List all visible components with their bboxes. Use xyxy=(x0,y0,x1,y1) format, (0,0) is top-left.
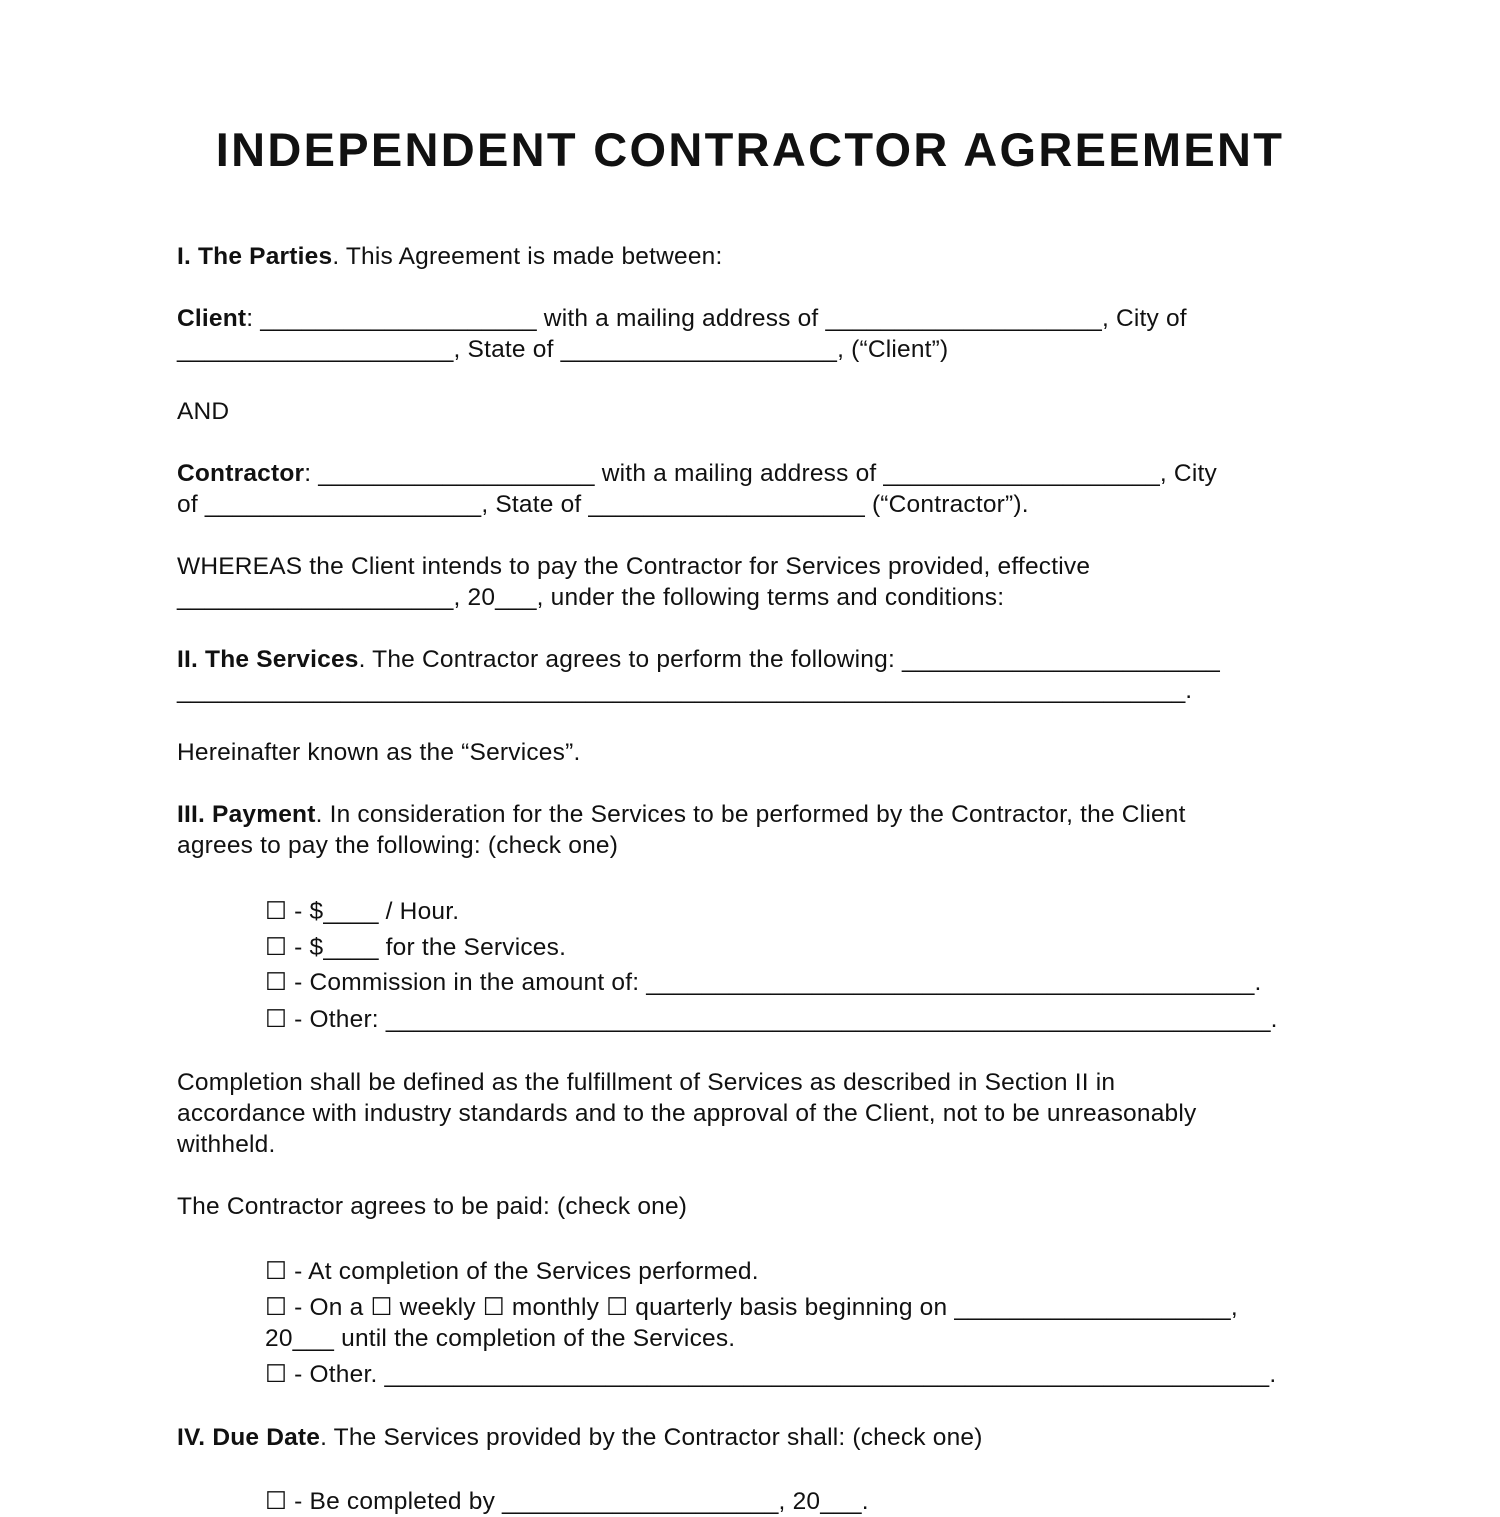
services-line-2: __________________________________________________________________________. xyxy=(177,677,1193,704)
completion-line-1: Completion shall be defined as the fulfillment of Services as described in Section II in xyxy=(177,1069,1116,1096)
payment-option-other[interactable]: ☐ - Other: ________________________________________________________________. xyxy=(265,1006,1278,1033)
payment-option-hourly[interactable]: ☐ - $____ / Hour. xyxy=(265,898,460,925)
paid-intro: The Contractor agrees to be paid: (check one) xyxy=(177,1193,688,1220)
due-date-heading: IV. Due Date xyxy=(177,1424,321,1451)
whereas-line-2: ____________________, 20___, under the following terms and conditions: xyxy=(177,584,1005,611)
payment-option-fixed[interactable]: ☐ - $____ for the Services. xyxy=(265,934,567,961)
parties-heading: I. The Parties xyxy=(177,243,333,270)
payment-line-2: agrees to pay the following: (check one) xyxy=(177,832,619,859)
paid-option-other[interactable]: ☐ - Other. ________________________________________________________________. xyxy=(265,1361,1277,1388)
contractor-line-1-text: : ____________________ with a mailing address of ____________________, City xyxy=(304,460,1217,487)
client-line-1 xyxy=(177,303,1187,334)
completion-line-3: withheld. xyxy=(177,1131,276,1158)
services-line-1 xyxy=(177,644,1220,675)
paid-option-periodic[interactable]: ☐ - On a ☐ weekly ☐ monthly ☐ quarterly basis beginning on ____________________, xyxy=(265,1294,1238,1321)
parties-intro-text: . This Agreement is made between: xyxy=(332,243,723,270)
contractor-line-2: of ____________________, State of ____________________ (“Contractor”). xyxy=(177,491,1029,518)
services-line-1-text: . The Contractor agrees to perform the following: _______________________ xyxy=(358,646,1220,673)
paid-option-periodic-cont: 20___ until the completion of the Services. xyxy=(265,1325,736,1352)
and-separator: AND xyxy=(177,398,230,425)
whereas-line-1: WHEREAS the Client intends to pay the Contractor for Services provided, effective xyxy=(177,553,1091,580)
contractor-label: Contractor xyxy=(177,460,305,487)
contractor-line-1 xyxy=(177,458,1217,489)
client-line-1-text: : ____________________ with a mailing address of ____________________, City of xyxy=(246,305,1187,332)
payment-option-commission[interactable]: ☐ - Commission in the amount of: ____________________________________________. xyxy=(265,969,1262,996)
client-line-2: ____________________, State of ____________________, (“Client”) xyxy=(177,336,949,363)
client-label: Client xyxy=(177,305,247,332)
parties-intro xyxy=(177,241,723,272)
payment-heading: III. Payment xyxy=(177,801,316,828)
payment-line-1 xyxy=(177,799,1186,830)
services-heading: II. The Services xyxy=(177,646,359,673)
completion-line-2: accordance with industry standards and to the approval of the Client, not to be unreasonably xyxy=(177,1100,1197,1127)
paid-option-completion[interactable]: ☐ - At completion of the Services performed. xyxy=(265,1258,759,1285)
due-date-option-completed-by[interactable]: ☐ - Be completed by ____________________, 20___. xyxy=(265,1488,869,1515)
due-date-line-1-text: . The Services provided by the Contractor shall: (check one) xyxy=(320,1424,983,1451)
document-title: INDEPENDENT CONTRACTOR AGREEMENT xyxy=(215,123,1285,176)
due-date-line-1 xyxy=(177,1422,983,1453)
payment-line-1-text: . In consideration for the Services to be performed by the Contractor, the Client xyxy=(315,801,1186,828)
services-hereinafter: Hereinafter known as the “Services”. xyxy=(177,739,581,766)
